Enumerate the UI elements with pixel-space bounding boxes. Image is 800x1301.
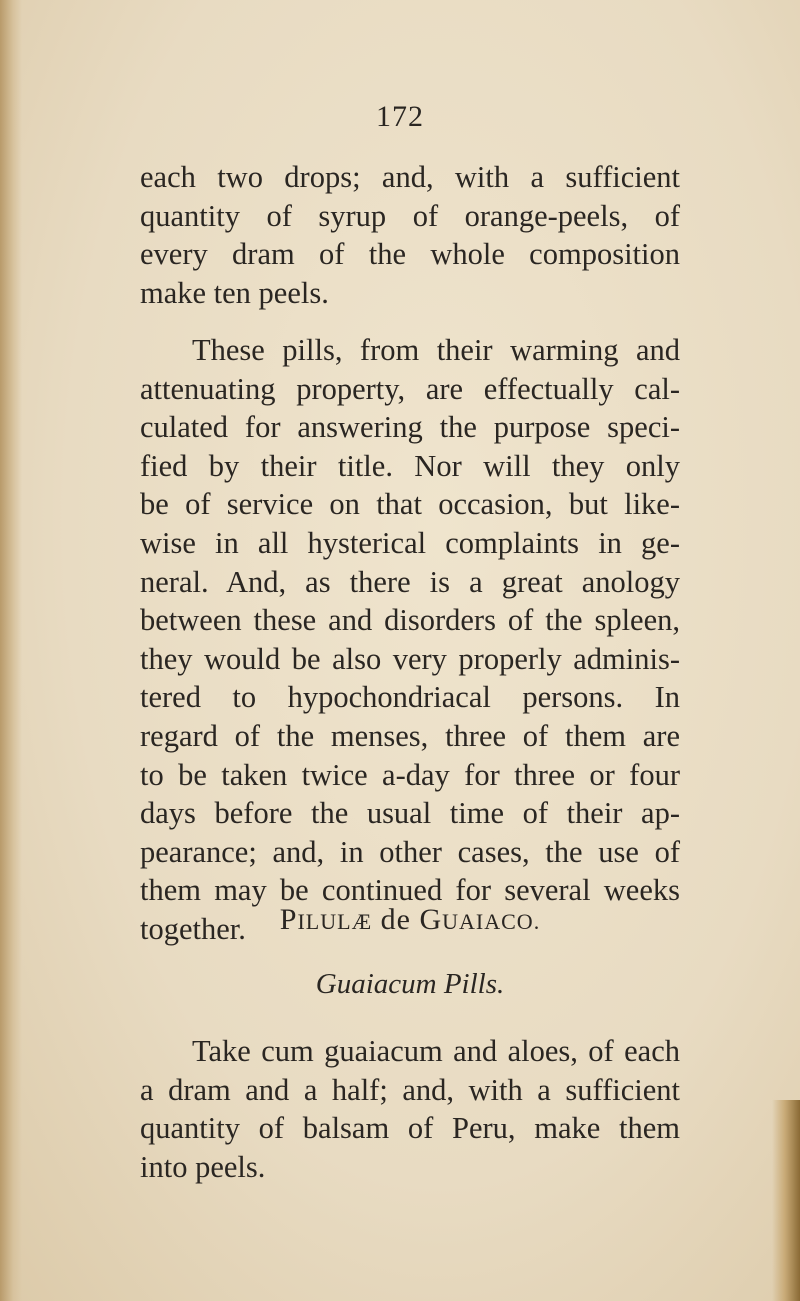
text-line: quantity of syrup of orange-peels, of (140, 198, 680, 233)
text-line: pearance; and, in other cases, the use of (140, 834, 680, 869)
text-line: quantity of balsam of Peru, make them (140, 1111, 680, 1146)
text-line: Take cum guaiacum and aloes, of each (192, 1034, 680, 1068)
text-line: into peels. (140, 1149, 266, 1184)
text-line: them may be continued for several weeks (140, 873, 680, 908)
text-line: between these and disorders of the spleen, (140, 603, 680, 638)
text-line: to be taken twice a-day for three or four (140, 757, 680, 792)
text-line: every dram of the whole composition (140, 237, 680, 272)
text-line: tered to hypochondriacal persons. In (140, 680, 680, 715)
text-line: fied by their title. Nor will they only (140, 448, 680, 483)
recipe-subtitle: Guaiacum Pills. (315, 968, 505, 1000)
title-smallcaps: ILULÆ (297, 909, 373, 934)
text-line: make ten peels. (140, 275, 329, 310)
text-line: wise in all hysterical complaints in ge- (140, 525, 680, 560)
text-line: culated for answering the purpose speci- (140, 410, 680, 445)
text-line: These pills, from their warming and (192, 333, 680, 367)
text-line: days before the usual time of their ap- (140, 796, 680, 831)
text-line: be of service on that occasion, but like- (140, 487, 680, 522)
text-line: together. (140, 911, 246, 946)
paragraph-1 (140, 158, 680, 312)
title-initial: P (279, 903, 298, 936)
recipe-title (140, 903, 680, 937)
page-stain (772, 1100, 800, 1301)
text-line: a dram and a half; and, with a sufficient (140, 1072, 680, 1107)
paragraph-2 (140, 331, 680, 949)
text-line: each two drops; and, with a sufficient (140, 160, 680, 194)
title-smallcaps: UAIACO. (442, 909, 541, 934)
title-initial: G (419, 903, 443, 936)
text-line: regard of the menses, three of them are (140, 718, 680, 753)
text-line: attenuating property, are effectually cal- (140, 371, 680, 406)
paragraph-3 (140, 1032, 680, 1186)
text-line: neral. And, as there is a great anology (140, 564, 680, 599)
page-binding-edge (0, 0, 22, 1301)
page-number: 172 (376, 100, 424, 133)
text-line: they would be also very properly adminis- (140, 641, 680, 676)
title-de: de (372, 903, 420, 936)
